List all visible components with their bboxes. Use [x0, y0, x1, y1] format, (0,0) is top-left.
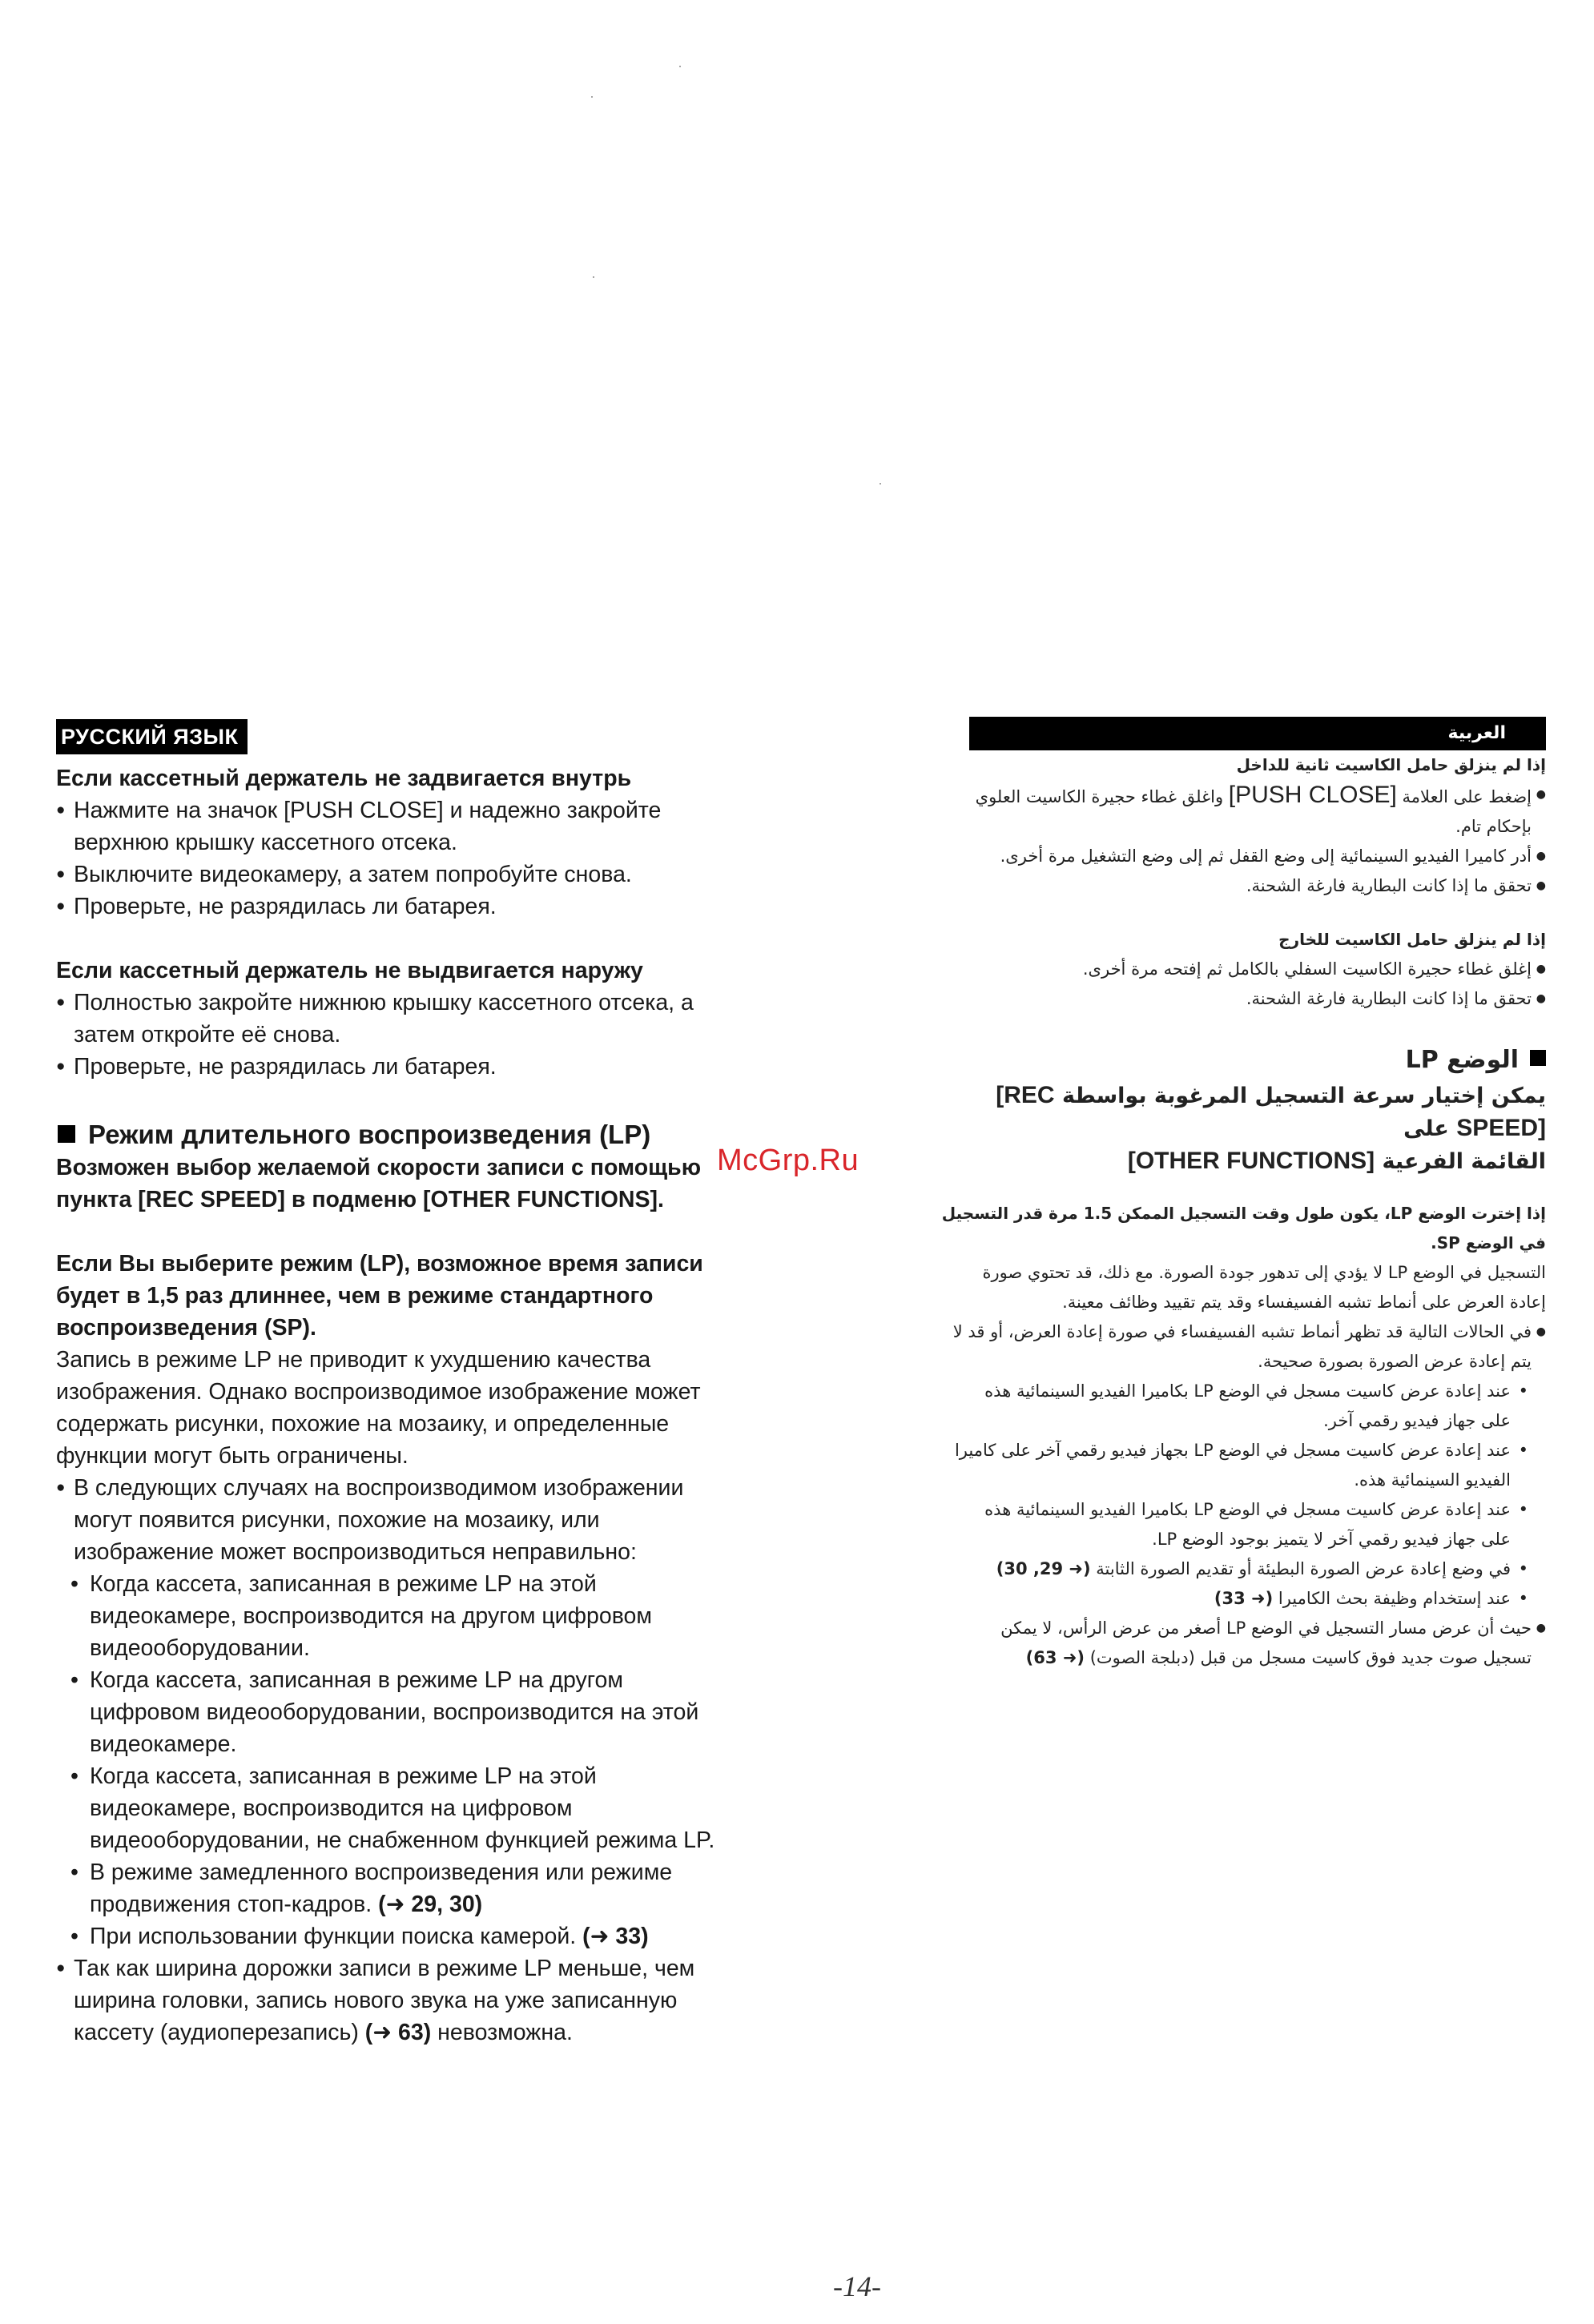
bullet-item: ● Выключите видеокамеру, а затем попробуйте снова.: [56, 858, 825, 891]
sub-bullet-item: • Когда кассета, записанная в режиме LP на этой видеокамере, воспроизводится на цифровом видеооборудовании, не снабженном функцией режима LP.: [56, 1760, 825, 1856]
square-bullet-icon: [1530, 1050, 1546, 1066]
bullet-item: ● إضغط على العلامة [PUSH CLOSE] واغلق غطاء حجيرة الكاسيت العلوي بإحكام تام.: [909, 780, 1546, 842]
lp-paragraph: Запись в режиме LP не приводит к ухудшению качества изображения. Однако воспроизводимое изображение может содержать рисунки, похожие на мозаику, и определенные функции могут быть ограничены.: [56, 1347, 701, 1469]
sub-bullet-item: • При использовании функции поиска камерой. (➜ 33): [56, 1920, 825, 1952]
sub-bullet-item: • عند إعادة عرض كاسيت مسجل في الوضع LP بجهاز فيديو رقمي آخر على كاميرا الفيديو السينمائية هذه.: [909, 1436, 1546, 1495]
bullet-item: ● Нажмите на значок [PUSH CLOSE] и надежно закройте верхнюю крышку кассетного отсека.: [56, 794, 825, 858]
sub-bullet-item: • عند إعادة عرض كاسيت مسجل في الوضع LP بكاميرا الفيديو السينمائية هذه على جهاز فيديو رقمي آخر لا يتميز بوجود الوضع LP.: [909, 1495, 1546, 1554]
sub-bullet-item: • عند إعادة عرض كاسيت مسجل في الوضع LP بكاميرا الفيديو السينمائية هذه على جهاز فيديو رقمي آخر.: [909, 1377, 1546, 1436]
bullet-item: ● Проверьте, не разрядилась ли батарея.: [56, 891, 825, 923]
bullet-item: ● حيث أن عرض مسار التسجيل في الوضع LP أصغر من عرض الرأس، لا يمكن تسجيل صوت جديد فوق كاسيت مسجل من قبل (دبلجة الصوت) (➜ 63): [909, 1614, 1546, 1673]
sub-bullet-item: • في وضع إعادة عرض الصورة البطيئة أو تقديم الصورة الثابتة (➜ 29, 30): [909, 1554, 1546, 1584]
bullet-item: ● В следующих случаях на воспроизводимом изображении могут появится рисунки, похожие на мозаику, или изображение может воспроизводиться неправильно:: [56, 1472, 825, 1568]
bullet-item: ● تحقق ما إذا كانت البطارية فارغة الشحنة.: [909, 984, 1546, 1014]
page-number: -14-: [833, 2270, 881, 2302]
sub-bullet-item: • Когда кассета, записанная в режиме LP на другом цифровом видеооборудовании, воспроизводится на этой видеокамере.: [56, 1664, 825, 1760]
lp-subtitle-ar: يمكن إختيار سرعة التسجيل المرغوبة بواسطة [REC SPEED] على القائمة الفرعية [OTHER FUNCTIONS]: [996, 1082, 1546, 1174]
bullet-item: ● إغلق غطاء حجيرة الكاسيت السفلي بالكامل ثم إفتحه مرة أخرى.: [909, 955, 1546, 984]
bullet-item: ● Проверьте, не разрядилась ли батарея.: [56, 1051, 825, 1083]
heading-holder-not-closing: Если кассетный держатель не задвигается внутрь: [56, 766, 632, 791]
bullet-item: ● Полностью закройте нижнюю крышку кассетного отсека, а затем откройте её снова.: [56, 987, 825, 1051]
page-reference: (➜ 63): [1025, 1648, 1085, 1667]
lp-paragraph-ar: التسجيل في الوضع LP لا يؤدي إلى تدهور جودة الصورة. مع ذلك، قد تحتوي صورة إعادة العرض على أنماط تشبه الفسيفساء وقد يتم تقييد وظائف معينة.: [982, 1263, 1546, 1312]
bullet-item: ● Так как ширина дорожки записи в режиме LP меньше, чем ширина головки, запись нового звука на уже записанную кассету (аудиоперезапись) (➜ 63) невозможна.: [56, 1952, 825, 2049]
scan-speck: [591, 96, 593, 98]
page-reference: (➜ 33): [1214, 1589, 1274, 1608]
section-title-lp: Режим длительного воспроизведения (LP): [56, 1118, 825, 1152]
language-label-russian: РУССКИЙ ЯЗЫК: [56, 719, 248, 754]
watermark: McGrp.Ru: [717, 1144, 859, 1177]
page-reference: (➜ 29, 30): [378, 1892, 483, 1917]
language-label-arabic: العربية: [969, 717, 1546, 750]
lp-subtitle: Возможен выбор желаемой скорости записи с помощью пункта [REC SPEED] в подменю [OTHER FUNCTIONS].: [56, 1155, 702, 1212]
heading-holder-not-opening-ar: إذا لم ينزلق حامل الكاسيت للخارج: [1278, 930, 1546, 949]
bullet-item: ● تحقق ما إذا كانت البطارية فارغة الشحنة.: [909, 871, 1546, 901]
page-reference: (➜ 29, 30): [996, 1559, 1091, 1578]
lp-bold-note: Если Вы выберите режим (LP), возможное время записи будет в 1,5 раз длиннее, чем в режиме стандартного воспроизведения (SP).: [56, 1251, 703, 1341]
arabic-column: [909, 717, 1546, 1673]
sub-bullet-item: • عند إستخدام وظيفة بحث الكاميرا (➜ 33): [909, 1584, 1546, 1614]
heading-holder-not-opening: Если кассетный держатель не выдвигается наружу: [56, 958, 643, 983]
page-reference: (➜ 33): [582, 1924, 649, 1949]
sub-bullet-item: • Когда кассета, записанная в режиме LP на этой видеокамере, воспроизводится на другом цифровом видеооборудовании.: [56, 1568, 825, 1664]
scan-speck: [593, 276, 594, 278]
heading-holder-not-closing-ar: إذا لم ينزلق حامل الكاسيت ثانية للداخل: [1236, 755, 1546, 774]
russian-column: [56, 719, 825, 2049]
section-title-lp-ar: الوضع LP: [909, 1041, 1546, 1080]
scan-speck: [880, 483, 881, 485]
scan-speck: [679, 66, 681, 67]
bullet-item: ● في الحالات التالية قد تظهر أنماط تشبه الفسيفساء في صورة إعادة العرض، أو قد لا يتم إعادة عرض الصورة بصورة صحيحة.: [909, 1317, 1546, 1377]
sub-bullet-item: • В режиме замедленного воспроизведения или режиме продвижения стоп-кадров. (➜ 29, 30): [56, 1856, 825, 1920]
square-bullet-icon: [58, 1125, 75, 1143]
bullet-item: ● أدر كاميرا الفيديو السينمائية إلى وضع القفل ثم إلى وضع التشغيل مرة أخرى.: [909, 842, 1546, 871]
lp-bold-note-ar: إذا إخترت الوضع LP، يكون طول وقت التسجيل الممكن 1.5 مرة قدر التسجيل في الوضع SP.: [941, 1204, 1546, 1252]
page-reference: (➜ 63): [364, 2020, 432, 2045]
